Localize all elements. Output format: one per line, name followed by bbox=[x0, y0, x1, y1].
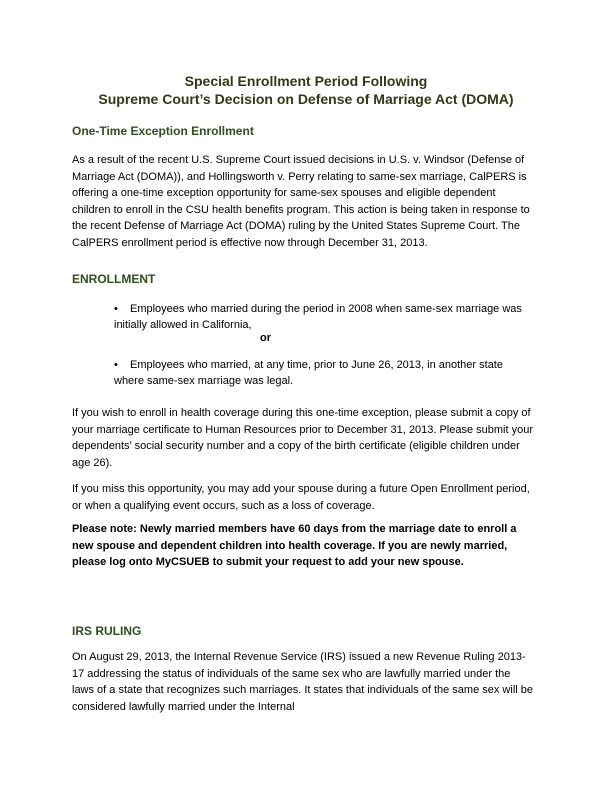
bullet-icon: • bbox=[114, 303, 118, 315]
irs-ruling-paragraph: On August 29, 2013, the Internal Revenue Service (IRS) issued a new Revenue Ruling 2013-17 addressing the status of individuals of the same sex who are lawfully married under the laws of a state that recognizes such marriages. It states that individuals of the same sex will be considered lawfully married under the Internal bbox=[72, 651, 534, 713]
missed-opportunity-paragraph: If you miss this opportunity, you may add your spouse during a future Open Enrollment period, or when a qualifying event occurs, such as a loss of coverage. bbox=[72, 483, 530, 512]
bullet-2-text: Employees who married, at any time, prior to June 26, 2013, in another state where same-sex marriage was legal. bbox=[114, 359, 503, 387]
please-note-paragraph: Please note: Newly married members have 60 days from the marriage date to enroll a new spouse and dependent children into health coverage. If you are newly married, please log onto MyCSUEB to submit your request to add your new spouse. bbox=[72, 523, 517, 568]
one-time-exception-paragraph: As a result of the recent U.S. Supreme Court issued decisions in U.S. v. Windsor (Defense of Marriage Act (DOMA)), and Hollingsworth v. Perry relating to same-sex marriage, CalPERS is offering a one-time exception opportunity for same-sex spouses and eligible dependent children to enroll in the CSU health benefits program. This action is being taken in response to the recent Defense of Marriage Act (DOMA) ruling by the United States Supreme Court. The CalPERS enrollment period is effective now through December 31, 2013. bbox=[72, 154, 530, 249]
irs-ruling-heading: IRS RULING bbox=[72, 624, 142, 638]
title-line-2: Supreme Court’s Decision on Defense of Marriage Act (DOMA) bbox=[98, 91, 514, 107]
title-line-1: Special Enrollment Period Following bbox=[184, 73, 428, 89]
enrollment-heading: ENROLLMENT bbox=[72, 272, 156, 286]
bullet-icon: • bbox=[114, 359, 118, 371]
bullet-1-text: Employees who married during the period in 2008 when same-sex marriage was initially allowed in California, bbox=[114, 303, 522, 331]
enrollment-bullet-2 bbox=[114, 357, 534, 389]
section-heading-one-time: One-Time Exception Enrollment bbox=[72, 124, 254, 138]
enroll-instructions-paragraph: If you wish to enroll in health coverage during this one-time exception, please submit a copy of your marriage certificate to Human Resources prior to December 31, 2013. Please submit your dependents’ social security number and a copy of the birth certificate (eligible children under age 26). bbox=[72, 407, 533, 469]
enrollment-bullet-1 bbox=[114, 301, 534, 333]
or-label: or bbox=[260, 332, 271, 344]
